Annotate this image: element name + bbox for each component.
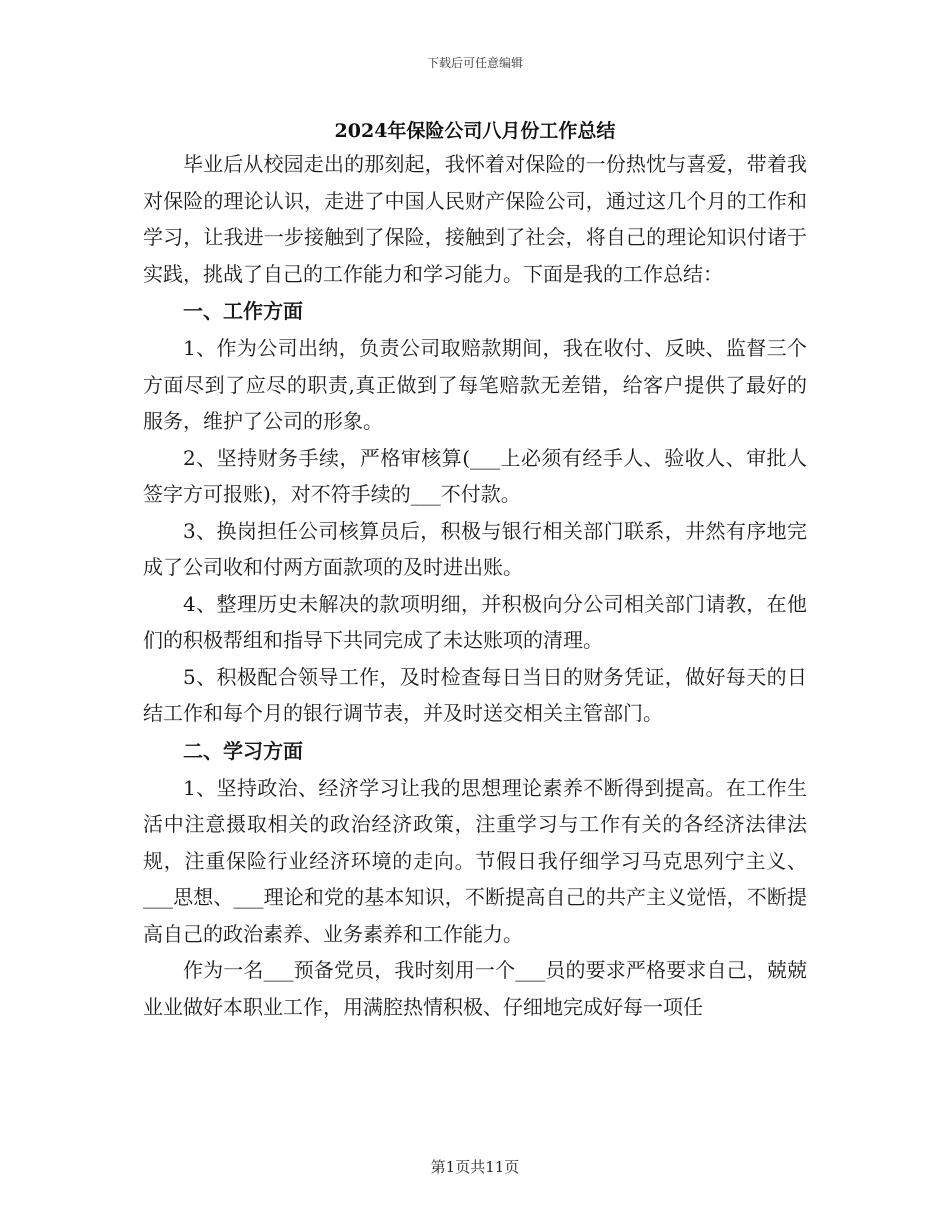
section-heading-work: 一、工作方面	[183, 299, 303, 323]
header-note: 下载后可任意编辑	[426, 56, 523, 70]
work-item-5: 5、积极配合领导工作，及时检查每日当日的财务凭证，做好每天的日结工作和每个月的银行调节表，并及时送交相关主管部门。	[143, 664, 807, 725]
work-item-1: 1、作为公司出纳，负责公司取赔款期间，我在收付、反映、监督三个方面尽到了应尽的职责,真正做到了每笔赔款无差错，给客户提供了最好的服务，维护了公司的形象。	[143, 336, 807, 433]
intro-paragraph: 毕业后从校园走出的那刻起，我怀着对保险的一份热忱与喜爱，带着我对保险的理论认识，走进了中国人民财产保险公司，通过这几个月的工作和学习，让我进一步接触到了保险，接触到了社会，将自己的理论知识付诸于实践，挑战了自己的工作能力和学习能力。下面是我的工作总结：	[143, 152, 807, 286]
document-body	[143, 146, 807, 1025]
party-member-paragraph: 作为一名___预备党员，我时刻用一个___员的要求严格要求自己，兢兢业业做好本职业工作，用满腔热情积极、仔细地完成好每一项任	[143, 958, 807, 1019]
page-indicator: 第1页共11页	[430, 1158, 520, 1176]
work-item-3: 3、换岗担任公司核算员后，积极与银行相关部门联系，井然有序地完成了公司收和付两方面款项的及时进出账。	[143, 518, 807, 579]
work-item-4: 4、整理历史未解决的款项明细，并积极向分公司相关部门请教，在他们的积极帮组和指导下共同完成了未达账项的清理。	[143, 591, 807, 652]
work-item-2: 2、坚持财务手续，严格审核算(___上必须有经手人、验收人、审批人签字方可报账)，对不符手续的___不付款。	[143, 445, 807, 506]
section-heading-study: 二、学习方面	[183, 738, 303, 763]
document-title: 2024年保险公司八月份工作总结	[334, 120, 616, 142]
study-item-1: 1、坚持政治、经济学习让我的思想理论素养不断得到提高。在工作生活中注意摄取相关的政治经济政策，注重学习与工作有关的各经济法律法规，注重保险行业经济环境的走向。节假日我仔细学习马克思列宁主义、___思想、___理论和党的基本知识，不断提高自己的共产主义觉悟，不断提高自己的政治素养、业务素养和工作能力。	[143, 775, 807, 946]
